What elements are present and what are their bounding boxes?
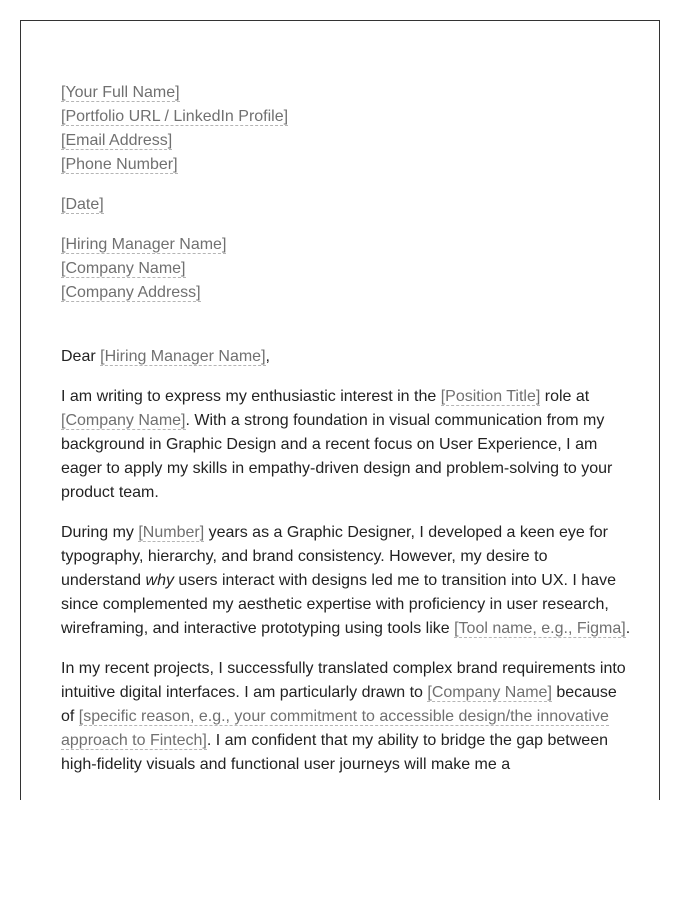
sender-portfolio[interactable]: [Portfolio URL / LinkedIn Profile] [61, 108, 289, 125]
sender-email[interactable]: [Email Address] [61, 132, 173, 149]
letter-date[interactable]: [Date] [61, 196, 104, 213]
recipient-block [61, 233, 631, 305]
company-name-placeholder[interactable]: [Company Name] [61, 412, 186, 429]
tool-name-placeholder[interactable]: [Tool name, e.g., Figma] [454, 620, 626, 637]
paragraph-motivation [61, 657, 631, 777]
paragraph-intro [61, 385, 631, 505]
salutation-prefix: Dear [61, 348, 101, 365]
recipient-address[interactable]: [Company Address] [61, 284, 201, 301]
company-name-placeholder[interactable]: [Company Name] [427, 684, 552, 701]
salutation [61, 345, 631, 369]
years-number-placeholder[interactable]: [Number] [138, 524, 205, 541]
paragraph-text: years as a Graphic Designer, I developed a keen eye for typography, hierarchy, and brand consistency. However, my desire to understand [61, 524, 608, 589]
recipient-company[interactable]: [Company Name] [61, 260, 186, 277]
paragraph-text: I am writing to express my enthusiastic interest in the [61, 388, 441, 405]
paragraph-experience [61, 521, 631, 641]
paragraph-text: . With a strong foundation in visual communication from my background in Graphic Design and a recent focus on User Experience, I am eager to apply my skills in empathy-driven design and problem-solving to your product team. [61, 412, 613, 501]
salutation-suffix: , [265, 348, 270, 365]
sender-full-name[interactable]: [Your Full Name] [61, 84, 180, 101]
date-block [61, 193, 631, 217]
sender-phone[interactable]: [Phone Number] [61, 156, 178, 173]
paragraph-text: because of [61, 684, 617, 725]
letter-page [20, 20, 660, 800]
paragraph-text: users interact with designs led me to transition into UX. I have since complemented my aesthetic expertise with proficiency in user research, wireframing, and interactive prototyping using tools like [61, 572, 616, 637]
position-title-placeholder[interactable]: [Position Title] [440, 388, 541, 405]
paragraph-text: role at [540, 388, 590, 405]
sender-block [61, 81, 631, 177]
paragraph-text: . [625, 620, 631, 637]
paragraph-text: During my [61, 524, 139, 541]
paragraph-text: In my recent projects, I successfully translated complex brand requirements into intuitive digital interfaces. I am particularly drawn to [61, 660, 626, 701]
paragraph-text: . I am confident that my ability to bridge the gap between high-fidelity visuals and functional user journeys will make me a [61, 732, 608, 773]
salutation-name[interactable]: [Hiring Manager Name] [100, 348, 266, 365]
specific-reason-placeholder[interactable]: [specific reason, e.g., your commitment to accessible design/the innovative approach to Fintech] [61, 708, 609, 749]
emphasis-why: why [145, 572, 174, 589]
recipient-manager[interactable]: [Hiring Manager Name] [61, 236, 227, 253]
letter-content [61, 81, 631, 777]
